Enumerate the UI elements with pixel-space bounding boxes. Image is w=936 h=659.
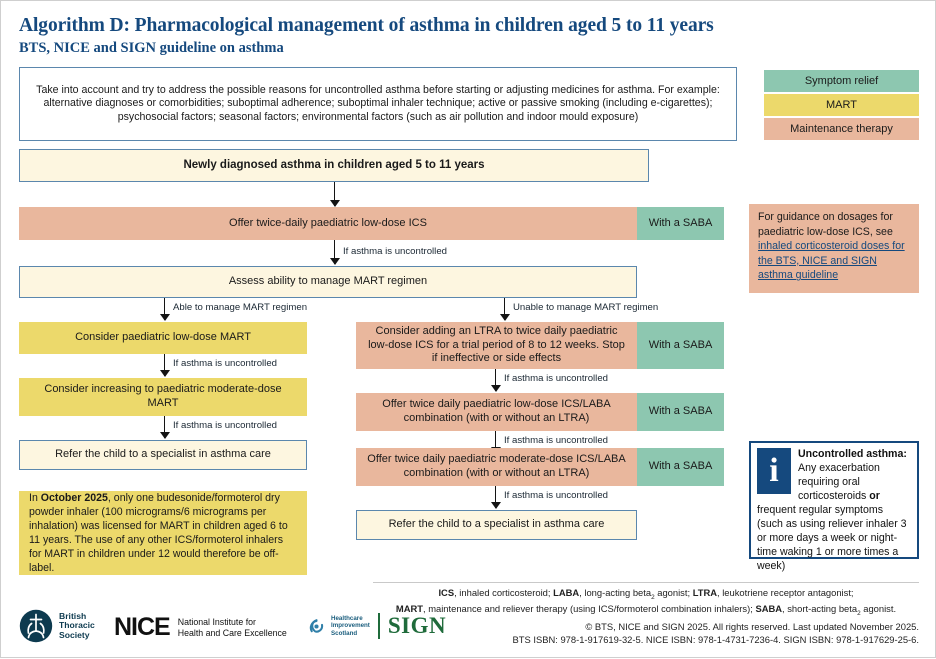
flow-step-ics-box [19,207,637,240]
guidance-text [758,210,910,283]
abbreviations-block [373,586,919,618]
flow-start-box [19,149,649,182]
arrow-branch-right [504,298,505,320]
bts-emblem-icon [19,609,53,643]
uncontrolled-body-b: frequent regular symptoms (such as using reliever inhaler 3 or more days a week or night-time waking 1 or more times a week) [757,503,907,572]
sign-wordmark: SIGN [387,613,447,638]
preamble-box [19,67,737,141]
footer-copyright: © BTS, NICE and SIGN 2025. All rights reserved. Last updated November 2025. [585,621,919,632]
left-step3-label: Refer the child to a specialist in asthma care [55,448,271,461]
guidance-lead: For guidance on dosages for paediatric low-dose ICS, see [758,211,893,238]
right-step2-box [356,393,637,431]
arrow-label-uncontrolled-1: If asthma is uncontrolled [343,246,447,257]
right-step3-label: Offer twice daily paediatric moderate-dose ICS/LABA combination (with or without an LTRA) [367,453,626,479]
right-step1-box [356,322,637,369]
guidance-box [749,204,919,293]
saba-tag-right-2 [637,393,724,431]
arrow-label-uncontrolled-r3: If asthma is uncontrolled [504,490,608,501]
sign-divider [378,613,380,639]
flow-assess-label: Assess ability to manage MART regimen [228,275,428,288]
abbr-laba-key: LABA [553,587,580,598]
right-step1-label: Consider adding an LTRA to twice daily paediatric low-dose ICS for a trial period of 8 to 12 weeks. Stop if ineffective or side effects [368,324,625,365]
saba-tag-right-1 [637,322,724,369]
saba-tag-right-3 [637,448,724,486]
page-header [19,15,919,57]
arrow-label-unable-mart: Unable to manage MART regimen [513,302,659,313]
nice-sub-line1: National Institute for [177,617,256,628]
arrow-right-3-4 [495,486,496,508]
flow-step-ics-label: Offer twice-daily paediatric low-dose ICS [229,216,427,229]
abbr-saba-sub: 2 [857,610,861,618]
preamble-text: Take into account and try to address the possible reasons for uncontrolled asthma before starting or adjusting medicines for asthma. For example: alternative diagnoses or comorbidities; suboptimal adherence; suboptimal inhaler technique; active or passive smoking (including e-cigarettes); psychosocial factors; seasonal factors; environmental factors (such as air pollution and indoor mould exposure) [36,84,720,123]
arrow-label-uncontrolled-r2: If asthma is uncontrolled [504,435,608,446]
arrow-start-to-ics [334,182,335,206]
october-note-box [19,491,307,575]
abbr-mart-val: , maintenance and reliever therapy (using ICS/formoterol combination inhalers); [422,603,756,615]
legend-item-maintenance-therapy [764,118,919,140]
left-step2-label: Consider increasing to paediatric moderate-dose MART [44,383,282,409]
uncontrolled-body-or: or [869,489,880,502]
arrow-label-able-mart: Able to manage MART regimen [173,302,308,313]
saba-tag-label: With a SABA [648,460,713,473]
legend-label: Maintenance therapy [790,123,893,135]
nice-logo [114,613,287,642]
abbr-laba-val-b: agonist; [654,587,693,598]
abbr-saba-val-b: agonist. [860,603,897,615]
october-note-lead: In [29,491,41,504]
bts-logo-text [59,612,95,641]
left-step3-box [19,440,307,470]
saba-tag-label: With a SABA [648,338,713,351]
his-logo-text [331,615,370,637]
october-note-bold: October 2025 [40,491,108,504]
right-step4-box [356,510,637,540]
his-line3: Scotland [331,629,358,637]
legend-item-symptom-relief [764,70,919,92]
right-step3-box [356,448,637,486]
page-subtitle: BTS, NICE and SIGN guideline on asthma [19,40,284,57]
left-step1-label: Consider paediatric low-dose MART [75,331,251,344]
healthcare-improvement-scotland-icon [307,617,326,636]
legend-label: Symptom relief [804,75,879,87]
abbr-laba-sub: 2 [651,593,655,601]
right-step2-label: Offer twice daily paediatric low-dose ICS/LABA combination (with or without an LTRA) [382,398,611,424]
left-step2-box [19,378,307,416]
page-title: Algorithm D: Pharmacological management of asthma in children aged 5 to 11 years [19,15,714,36]
abbr-ics-key: ICS [438,587,455,598]
flow-assess-box [19,266,637,298]
his-line2: Improvement [331,622,370,630]
abbreviations-line-1 [373,586,919,602]
left-step1-box [19,322,307,354]
legend-label: MART [826,99,857,111]
bts-logo [19,609,95,643]
abbr-saba-val-a: , short-acting beta [782,603,858,615]
october-note-rest: , only one budesonide/formoterol dry powder inhaler (100 micrograms/6 micrograms per inhalation) was licensed for MART in children aged 6 to 11 years. The use of any other ICS/formoterol inhalers for MART in children under 12 would therefore be off-label. [29,491,288,575]
nice-wordmark: NICE [114,613,170,641]
nice-subtext [178,617,287,638]
abbreviations-line-2 [373,602,919,618]
abbr-ltra-val: , leukotriene receptor antagonist; [717,587,854,598]
uncontrolled-line2: requiring oral [798,475,860,488]
arrow-branch-left [164,298,165,320]
right-step4-label: Refer the child to a specialist in asthma care [388,518,605,531]
footer-divider [373,582,919,583]
bts-line3: Society [59,629,90,640]
uncontrolled-line1: Any exacerbation [798,461,880,474]
abbr-mart-key: MART [395,603,423,615]
arrow-label-uncontrolled-r1: If asthma is uncontrolled [504,373,608,384]
nice-sub-line2: Health and Care Excellence [177,627,287,638]
flow-start-label: Newly diagnosed asthma in children aged 5 to 11 years [183,159,485,172]
uncontrolled-heading: Uncontrolled asthma: [798,448,907,460]
uncontrolled-body-a: corticosteroids [798,489,870,502]
abbr-ltra-key: LTRA [692,587,717,598]
footer-isbn: BTS ISBN: 978-1-917619-32-5. NICE ISBN: 978-1-4731-7236-4. SIGN ISBN: 978-1-917629-25-6. [512,633,919,645]
october-note-text [29,491,297,575]
saba-tag-label: With a SABA [648,216,713,229]
abbr-saba-key: SABA [755,603,783,615]
saba-tag-ics [637,207,724,240]
arrow-ics-to-assess [334,240,335,264]
saba-tag-label: With a SABA [648,405,713,418]
ics-doses-link[interactable]: inhaled corticosteroid doses for the BTS, NICE and SIGN asthma guideline [758,240,905,282]
info-icon: i [757,448,791,494]
uncontrolled-asthma-box [749,441,919,572]
abbr-laba-val-a: , long-acting beta [579,587,652,598]
bts-line2: Thoracic [59,620,95,631]
algorithm-page [1,1,936,659]
legend-item-mart [764,94,919,116]
arrow-label-uncontrolled-l1: If asthma is uncontrolled [173,358,277,369]
abbr-ics-val: , inhaled corticosteroid; [454,587,554,598]
footer-block [441,621,919,646]
arrow-label-uncontrolled-l2: If asthma is uncontrolled [173,420,277,431]
his-line1: Healthcare [331,614,363,622]
arrow-left-2-3 [164,416,165,438]
arrow-left-1-2 [164,354,165,376]
sign-logo [307,613,446,639]
arrow-right-1-2 [495,369,496,391]
bts-line1: British [59,610,87,621]
